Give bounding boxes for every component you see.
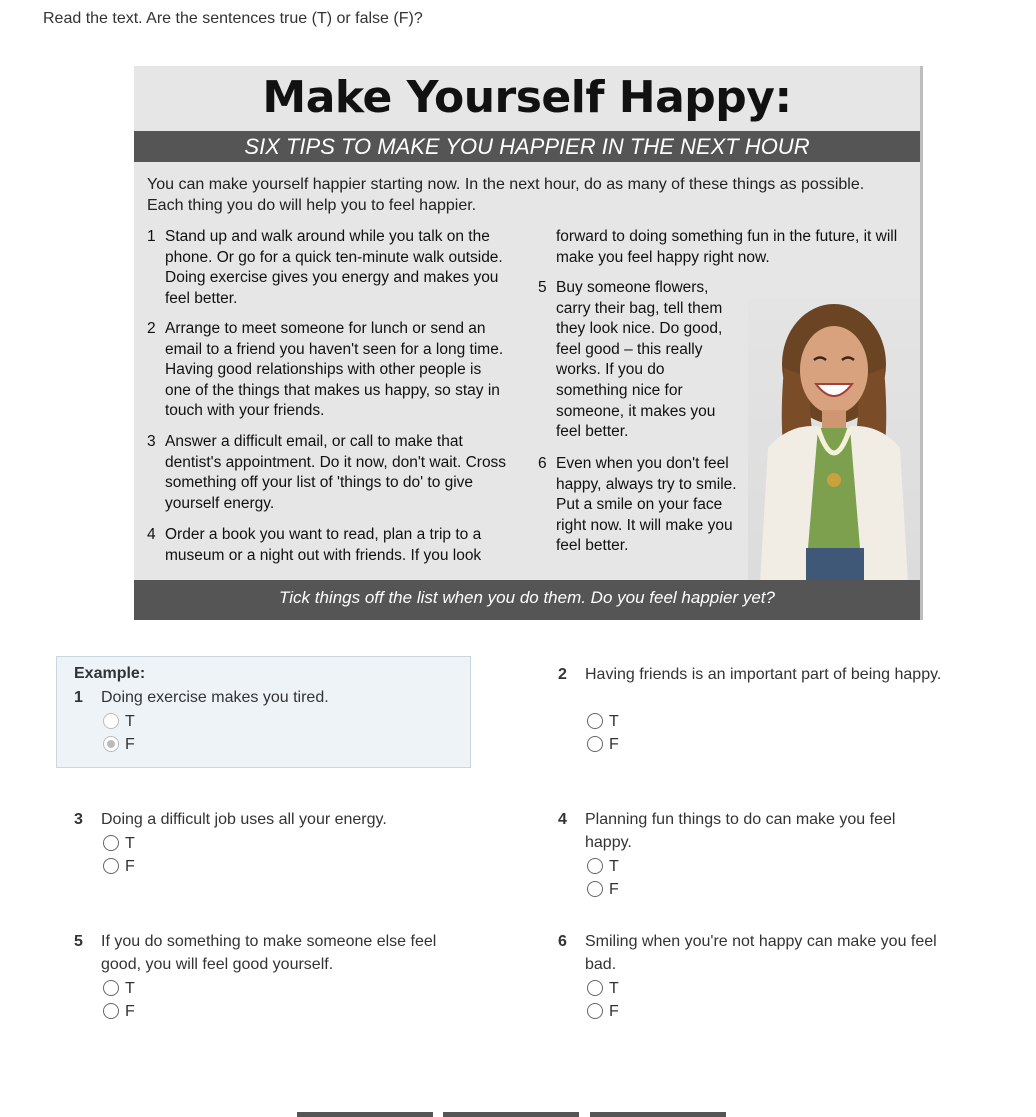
article-subtitle: SIX TIPS TO MAKE YOU HAPPIER IN THE NEXT HOUR (134, 131, 920, 162)
article-intro: You can make yourself happier starting now. In the next hour, do as many of these things as possible. Each thing you do will help you to feel happier. (147, 176, 865, 214)
q1-radio-f (103, 736, 119, 752)
question-3 (74, 808, 464, 878)
question-number: 1 (74, 689, 83, 706)
q3-radio-t[interactable] (103, 835, 119, 851)
q1-radio-t (103, 713, 119, 729)
question-text: If you do something to make someone else feel good, you will feel good yourself. (101, 933, 437, 973)
option-label[interactable]: F (125, 857, 135, 875)
question-number: 3 (74, 811, 83, 828)
option-label[interactable]: T (125, 979, 135, 997)
option-label[interactable]: F (609, 1002, 619, 1020)
q4-radio-f[interactable] (587, 881, 603, 897)
q3-radio-f[interactable] (103, 858, 119, 874)
smiling-woman-photo (748, 298, 920, 582)
nav-button-2[interactable] (443, 1112, 579, 1117)
option-label[interactable]: T (609, 712, 619, 730)
smiling-woman-illustration (748, 298, 920, 582)
option-label[interactable]: F (609, 735, 619, 753)
option-label[interactable]: T (609, 979, 619, 997)
q3-option-f[interactable] (103, 855, 135, 877)
option-label: T (125, 712, 135, 730)
q6-radio-t[interactable] (587, 980, 603, 996)
question-5 (74, 930, 464, 1024)
q2-option-f[interactable] (587, 733, 619, 755)
tip-4: 4 Order a book you want to read, plan a trip to a museum or a night out with friends. If you look (147, 526, 482, 564)
question-text: Having friends is an important part of being happy. (585, 666, 942, 683)
q1-option-t (103, 710, 135, 732)
tip-1: 1 Stand up and walk around while you talk on the phone. Or go for a quick ten-minute walk outside. Doing exercise gives you energy and makes you feel better. (147, 228, 503, 307)
q5-radio-f[interactable] (103, 1003, 119, 1019)
q2-radio-f[interactable] (587, 736, 603, 752)
example-label: Example: (74, 665, 146, 682)
tip-3: 3 Answer a difficult email, or call to make that dentist's appointment. Do it now, don't wait. Cross something off your list of 'things to do' to give yourself energy. (147, 433, 507, 512)
question-number: 2 (558, 666, 567, 683)
nav-button-3[interactable] (590, 1112, 726, 1117)
question-6 (558, 930, 948, 1024)
nav-button-1[interactable] (297, 1112, 433, 1117)
tip-5: 5 Buy someone flowers, carry their bag, tell them they look nice. Do good, feel good – this really works. If you do something nice for someone, it makes you feel better. (538, 279, 723, 441)
question-number: 5 (74, 933, 83, 950)
article-image (134, 66, 923, 620)
article-title: Make Yourself Happy: (262, 72, 792, 123)
question-number: 4 (558, 811, 567, 828)
q2-radio-t[interactable] (587, 713, 603, 729)
tip-6: 6 Even when you don't feel happy, always try to smile. Put a smile on your face right now. It will make you feel better. (538, 455, 737, 555)
q1-option-f (103, 733, 135, 755)
q5-radio-t[interactable] (103, 980, 119, 996)
option-label[interactable]: F (125, 1002, 135, 1020)
tip-4-continued: forward to doing something fun in the future, it will make you feel happy right now. (556, 228, 898, 266)
q6-option-f[interactable] (587, 1000, 619, 1022)
question-4 (558, 808, 948, 902)
tip-2: 2 Arrange to meet someone for lunch or send an email to a friend you haven't seen for a long time. Having good relationships with other people is one of the things that makes us happy, so stay in touch with your friends. (147, 320, 504, 420)
instruction-text: Read the text. Are the sentences true (T) or false (F)? (43, 10, 423, 27)
question-text: Smiling when you're not happy can make you feel bad. (585, 933, 937, 973)
question-text: Doing a difficult job uses all your energy. (101, 811, 387, 828)
q4-option-f[interactable] (587, 878, 619, 900)
question-text: Planning fun things to do can make you feel happy. (585, 811, 896, 851)
option-label[interactable]: T (609, 857, 619, 875)
option-label[interactable]: T (125, 834, 135, 852)
q5-option-t[interactable] (103, 977, 135, 999)
article-footer: Tick things off the list when you do them. Do you feel happier yet? (134, 580, 920, 620)
option-label[interactable]: F (609, 880, 619, 898)
option-label: F (125, 735, 135, 753)
q4-radio-t[interactable] (587, 858, 603, 874)
question-1 (74, 686, 464, 756)
q4-option-t[interactable] (587, 855, 619, 877)
question-number: 6 (558, 933, 567, 950)
q6-option-t[interactable] (587, 977, 619, 999)
question-2 (558, 663, 948, 757)
q2-option-t[interactable] (587, 710, 619, 732)
q6-radio-f[interactable] (587, 1003, 603, 1019)
q3-option-t[interactable] (103, 832, 135, 854)
question-text: Doing exercise makes you tired. (101, 689, 329, 706)
q5-option-f[interactable] (103, 1000, 135, 1022)
